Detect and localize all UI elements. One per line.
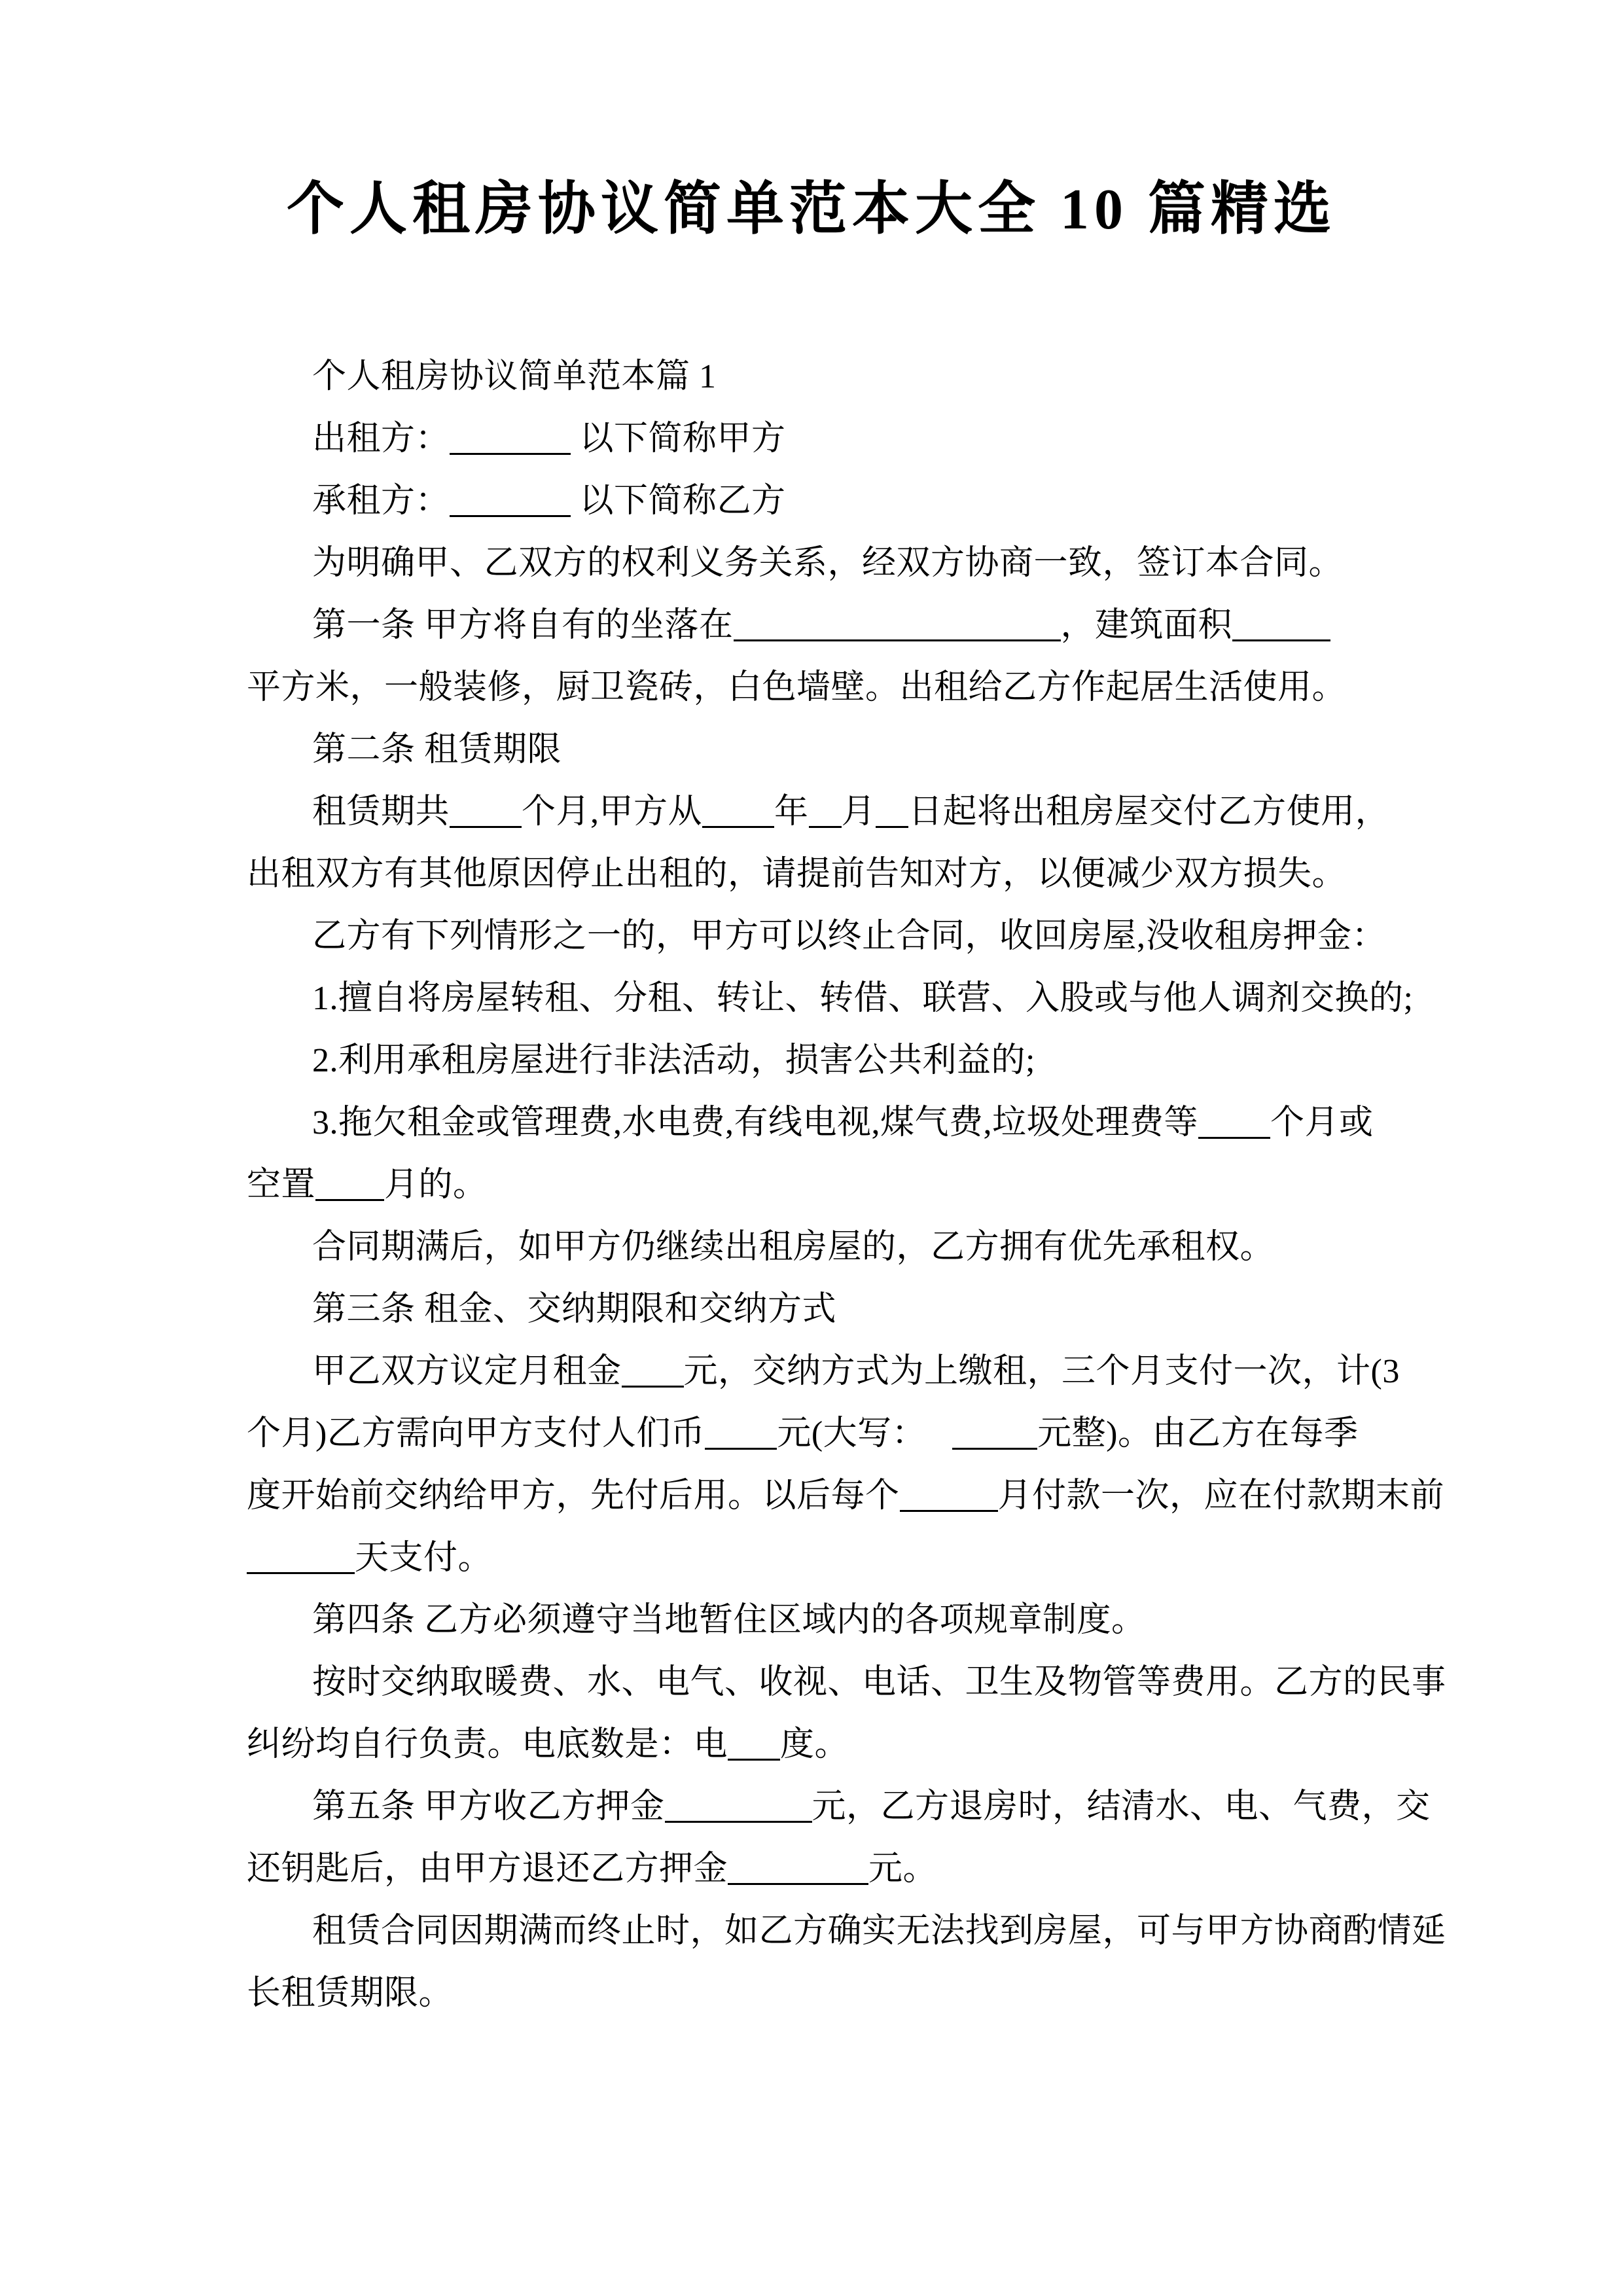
fill-in-blank-underline	[809, 817, 842, 828]
text-run: ，建筑面积	[1060, 607, 1233, 644]
text-run: 个月)乙方需向甲方支付人们币	[247, 1415, 705, 1452]
fill-in-blank-underline	[665, 1812, 812, 1823]
document-body	[247, 346, 1446, 2024]
text-line	[247, 1900, 1446, 1962]
text-line	[247, 1030, 1380, 1092]
text-line	[247, 843, 1380, 905]
text-run: 元，交纳方式为上缴租，三个月支付一次，计(3	[683, 1353, 1400, 1390]
text-run: 元。	[868, 1850, 938, 1888]
text-line	[247, 1465, 1445, 1527]
text-line	[247, 1589, 1380, 1651]
fill-in-blank-underline	[450, 817, 522, 828]
text-run: 以下简称甲方	[571, 420, 786, 457]
text-line	[247, 1092, 1380, 1154]
text-run: 纠纷均自行负责。电底数是：电	[247, 1726, 728, 1763]
text-run: 甲乙双方议定月租金	[312, 1353, 622, 1390]
text-run: 承租方：	[312, 482, 450, 520]
text-line	[247, 781, 1390, 843]
text-run: 乙方有下列情形之一的，甲方可以终止合同，收回房屋,没收租房押金：	[312, 918, 1387, 955]
text-run: 第一条 甲方将自有的坐落在	[312, 607, 734, 644]
text-run: 元，乙方退房时，结清水、电、气费，交	[812, 1788, 1431, 1825]
text-run: 出租方：	[312, 420, 450, 457]
text-run: 还钥匙后，由甲方退还乙方押金	[247, 1850, 728, 1888]
text-run: 天支付。	[355, 1539, 493, 1577]
fill-in-blank-underline	[728, 1874, 868, 1885]
text-line	[247, 1962, 1380, 2024]
fill-in-blank-underline	[900, 1501, 998, 1512]
text-line	[247, 1278, 1380, 1340]
text-line	[247, 1216, 1380, 1278]
fill-in-blank-underline	[734, 630, 1061, 641]
text-line	[247, 1776, 1431, 1838]
text-line	[247, 1651, 1446, 1713]
text-line	[247, 532, 1380, 594]
text-run: 第二条 租赁期限	[312, 731, 562, 768]
text-run: 个月或	[1270, 1104, 1374, 1141]
text-run: 平方米，一般装修，厨卫瓷砖，白色墙壁。出租给乙方作起居生活使用。	[247, 669, 1347, 706]
text-run: 第四条 乙方必须遵守当地暂住区域内的各项规章制度。	[312, 1602, 1146, 1639]
fill-in-blank-underline	[450, 506, 571, 517]
fill-in-blank-underline	[1198, 1128, 1270, 1139]
text-line	[247, 656, 1380, 719]
text-run: 第三条 租金、交纳期限和交纳方式	[312, 1291, 837, 1328]
fill-in-blank-underline	[315, 1190, 384, 1201]
text-line	[247, 1713, 1380, 1776]
text-run: 租赁期共	[312, 793, 450, 831]
text-run: 日起将出租房屋交付乙方使用，	[908, 793, 1390, 831]
text-line	[247, 594, 1380, 656]
text-run: 元(大写：	[777, 1415, 927, 1452]
text-line	[247, 1340, 1400, 1403]
fill-in-blank-underline	[1232, 630, 1330, 641]
text-line	[247, 1527, 1380, 1589]
text-run: 2.利用承租房屋进行非法活动，损害公共利益的;	[312, 1042, 1035, 1079]
text-run: 第五条 甲方收乙方押金	[312, 1788, 665, 1825]
text-run: 按时交纳取暖费、水、电气、收视、电话、卫生及物管等费用。乙方的民事	[312, 1664, 1446, 1701]
text-run: 为明确甲、乙双方的权利义务关系，经双方协商一致，签订本合同。	[312, 545, 1344, 582]
fill-in-blank-underline	[705, 1439, 777, 1450]
fill-in-blank-underline	[728, 1749, 780, 1761]
fill-in-blank-underline	[952, 1439, 1037, 1450]
text-run: 度开始前交纳给甲方，先付后用。以后每个	[247, 1477, 900, 1515]
text-run: 3.拖欠租金或管理费,水电费,有线电视,煤气费,垃圾处理费等	[312, 1104, 1199, 1141]
text-run: 出租双方有其他原因停止出租的，请提前告知对方，以便减少双方损失。	[247, 855, 1347, 893]
text-run: 租赁合同因期满而终止时，如乙方确实无法找到房屋，可与甲方协商酌情延	[312, 1912, 1446, 1950]
text-run: 以下简称乙方	[571, 482, 786, 520]
text-line	[247, 905, 1387, 967]
text-line	[247, 346, 1380, 408]
fill-in-blank-underline	[702, 817, 774, 828]
text-run: 长租赁期限。	[247, 1975, 454, 2012]
text-run: 元整)。由乙方在每季	[1037, 1415, 1359, 1452]
text-run: 月的。	[384, 1166, 488, 1204]
fill-in-blank-underline	[622, 1376, 684, 1388]
text-line	[247, 1403, 1380, 1465]
text-line	[247, 1154, 1380, 1216]
fill-in-blank-underline	[247, 1563, 355, 1574]
text-line	[247, 967, 1414, 1030]
text-run: 月付款一次，应在付款期末前	[997, 1477, 1445, 1515]
text-run: 年	[774, 793, 809, 831]
fill-in-blank-underline	[450, 444, 571, 455]
text-run: 个人租房协议简单范本篇 1	[312, 358, 717, 395]
text-line	[247, 470, 1380, 532]
text-line	[247, 719, 1380, 781]
text-run: 月	[841, 793, 876, 831]
document-title: 个人租房协议简单范本大全 10 篇精选	[286, 178, 1336, 242]
blank-gap	[926, 1443, 952, 1444]
text-run: 度。	[780, 1726, 849, 1763]
text-run: 个月,甲方从	[522, 793, 703, 831]
text-line	[247, 408, 1380, 470]
fill-in-blank-underline	[876, 817, 908, 828]
text-run: 空置	[247, 1166, 316, 1204]
text-run: 合同期满后，如甲方仍继续出租房屋的，乙方拥有优先承租权。	[312, 1229, 1275, 1266]
text-line	[247, 1838, 1380, 1900]
text-run: 1.擅自将房屋转租、分租、转让、转借、联营、入股或与他人调剂交换的;	[312, 980, 1414, 1017]
